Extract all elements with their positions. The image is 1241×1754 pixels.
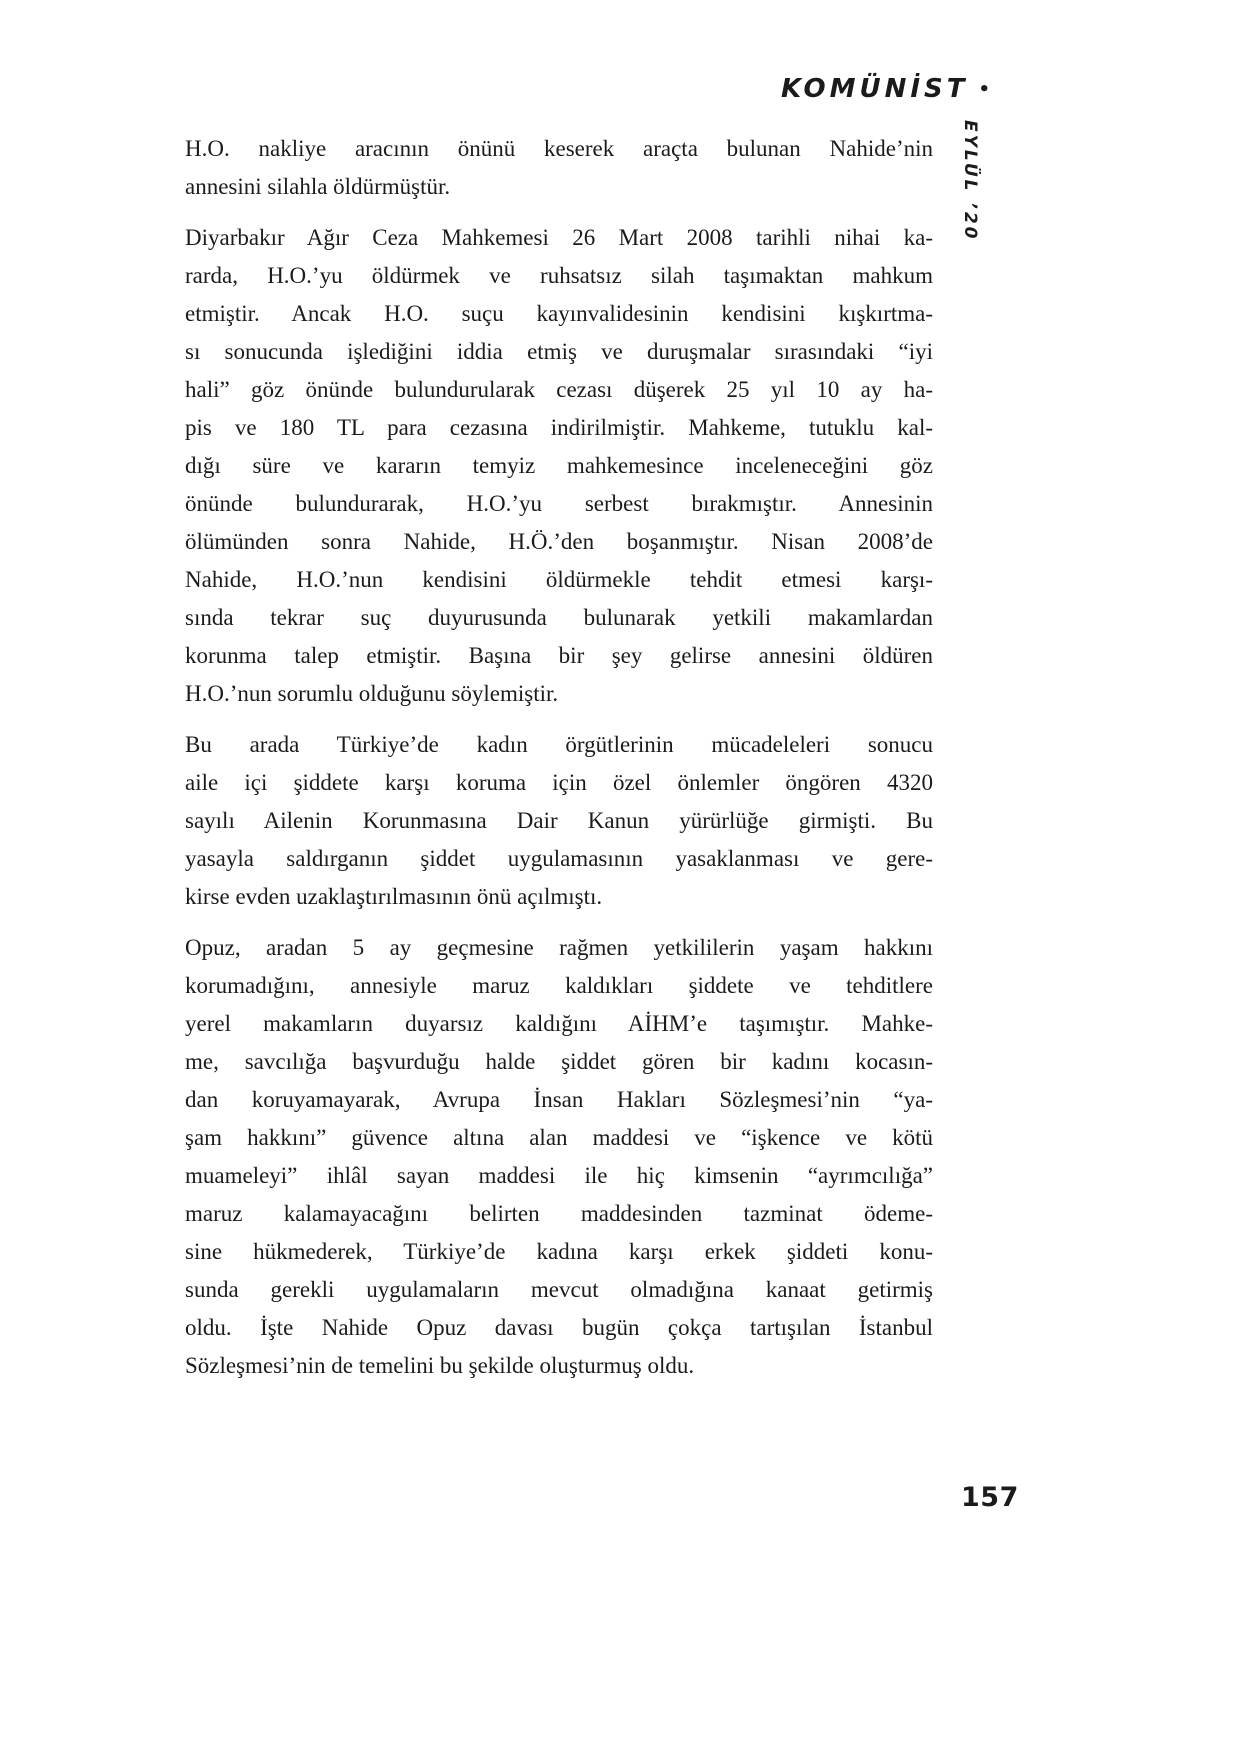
text-line: şam hakkını” güvence altına alan maddesi ve “işkence ve kötü — [185, 1125, 933, 1150]
text-line: rarda, H.O.’yu öldürmek ve ruhsatsız silah taşımaktan mahkum — [185, 263, 933, 288]
text-line: annesini silahla öldürmüştür. — [185, 174, 451, 199]
text-line: korunma talep etmiştir. Başına bir şey gelirse annesini öldüren — [185, 643, 933, 668]
text-line: oldu. İşte Nahide Opuz davası bugün çokça tartışılan İstanbul — [185, 1315, 933, 1340]
text-line: Diyarbakır Ağır Ceza Mahkemesi 26 Mart 2008 tarihli nihai ka- — [185, 225, 933, 250]
paragraph — [185, 219, 933, 713]
text-line: önünde bulundurarak, H.O.’yu serbest bırakmıştır. Annesinin — [185, 491, 933, 516]
masthead-title: KOMÜNİST — [781, 74, 969, 104]
text-line: dan koruyamayarak, Avrupa İnsan Hakları Sözleşmesi’nin “ya- — [185, 1087, 933, 1112]
text-line: sunda gerekli uygulamaların mevcut olmadığına kanaat getirmiş — [185, 1277, 933, 1302]
text-line: sine hükmederek, Türkiye’de kadına karşı erkek şiddeti konu- — [185, 1239, 933, 1264]
paragraph — [185, 130, 933, 206]
text-line: me, savcılığa başvurduğu halde şiddet gören bir kadını kocasın- — [185, 1049, 933, 1074]
text-line: yasayla saldırganın şiddet uygulamasının yasaklanması ve gere- — [185, 846, 933, 871]
text-line: sayılı Ailenin Korunmasına Dair Kanun yürürlüğe girmişti. Bu — [185, 808, 933, 833]
text-line: Nahide, H.O.’nun kendisini öldürmekle tehdit etmesi karşı- — [185, 567, 933, 592]
text-line: dığı süre ve kararın temyiz mahkemesince inceleneceğini göz — [185, 453, 933, 478]
paragraph — [185, 726, 933, 916]
text-line: pis ve 180 TL para cezasına indirilmiştir. Mahkeme, tutuklu kal- — [185, 415, 933, 440]
text-line: H.O. nakliye aracının önünü keserek araçta bulunan Nahide’nin — [185, 136, 933, 161]
issue-date-vertical: EYLÜL ’20 — [960, 120, 980, 242]
text-line: H.O.’nun sorumlu olduğunu söylemiştir. — [185, 681, 559, 706]
text-line: muameleyi” ihlâl sayan maddesi ile hiç kimsenin “ayrımcılığa” — [185, 1163, 933, 1188]
text-line: sında tekrar suç duyurusunda bulunarak yetkili makamlardan — [185, 605, 933, 630]
text-line: sı sonucunda işlediğini iddia etmiş ve duruşmalar sırasındaki “iyi — [185, 339, 933, 364]
text-line: hali” göz önünde bulundurularak cezası düşerek 25 yıl 10 ay ha- — [185, 377, 933, 402]
text-line: kirse evden uzaklaştırılmasının önü açılmıştı. — [185, 884, 603, 909]
text-line: aile içi şiddete karşı koruma için özel önlemler öngören 4320 — [185, 770, 933, 795]
text-line: maruz kalamayacağını belirten maddesinden tazminat ödeme- — [185, 1201, 933, 1226]
masthead-bullet-icon: • — [978, 78, 990, 100]
text-line: Bu arada Türkiye’de kadın örgütlerinin mücadeleleri sonucu — [185, 732, 933, 757]
page-number: 157 — [961, 1482, 1019, 1513]
body-text — [185, 130, 933, 1398]
text-line: Sözleşmesi’nin de temelini bu şekilde oluşturmuş oldu. — [185, 1353, 695, 1378]
masthead — [781, 74, 990, 104]
text-line: Opuz, aradan 5 ay geçmesine rağmen yetkililerin yaşam hakkını — [185, 935, 933, 960]
text-line: ölümünden sonra Nahide, H.Ö.’den boşanmıştır. Nisan 2008’de — [185, 529, 933, 554]
text-line: yerel makamların duyarsız kaldığını AİHM’e taşımıştır. Mahke- — [185, 1011, 933, 1036]
paragraph — [185, 929, 933, 1385]
text-line: etmiştir. Ancak H.O. suçu kayınvalidesinin kendisini kışkırtma- — [185, 301, 933, 326]
text-line: korumadığını, annesiyle maruz kaldıkları şiddete ve tehditlere — [185, 973, 933, 998]
